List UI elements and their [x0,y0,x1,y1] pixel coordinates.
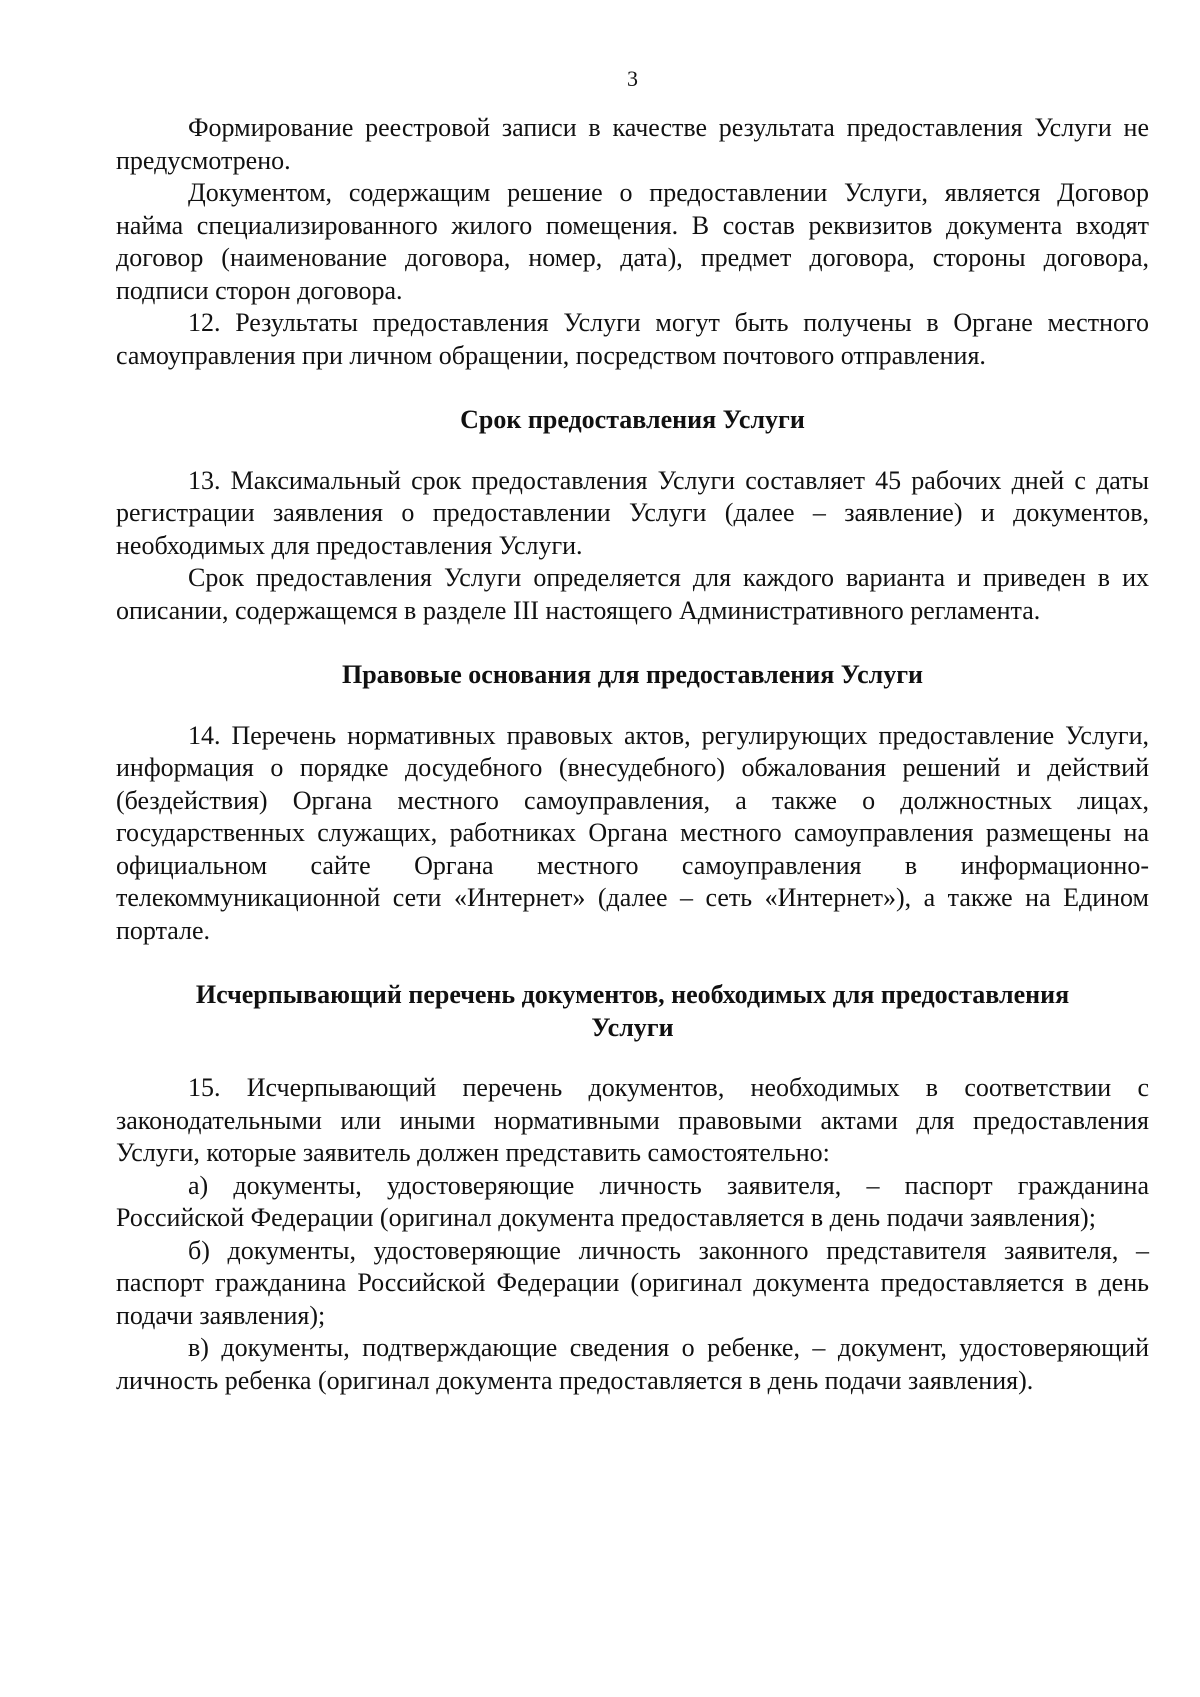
paragraph-item-13: 13. Максимальный срок предоставления Услуги составляет 45 рабочих дней с даты регистрации заявления о предоставлении Услуги (далее – заявление) и документов, необходимых для предоставления Услуги. [116,465,1149,560]
spacer [116,627,1149,659]
heading-documents-line1: Исчерпывающий перечень документов, необходимых для предоставления [195,980,1070,1009]
heading-term: Срок предоставления Услуги [460,405,805,434]
paragraph-term-variants: Срок предоставления Услуги определяется для каждого варианта и приведен в их описании, содержащемся в разделе III настоящего Административного регламента. [116,563,1149,625]
spacer [116,947,1149,979]
paragraph-subitem-a: а) документы, удостоверяющие личность заявителя, – паспорт гражданина Российской Федерации (оригинал документа предоставляется в день подачи заявления); [116,1170,1149,1232]
page-number: 3 [627,66,638,91]
heading-documents-line2: Услуги [591,1012,674,1042]
spacer [116,372,1149,404]
spacer [116,692,1149,720]
paragraph-subitem-v: в) документы, подтверждающие сведения о ребенке, – документ, удостоверяющий личность ребенка (оригинал документа предоставляется в день подачи заявления). [116,1333,1149,1395]
paragraph-subitem-b: б) документы, удостоверяющие личность законного представителя заявителя, – паспорт гражданина Российской Федерации (оригинал документа предоставляется в день подачи заявления); [116,1235,1149,1330]
paragraph-item-14: 14. Перечень нормативных правовых актов, регулирующих предоставление Услуги, информация о порядке досудебного (внесудебного) обжалования решений и действий (бездействия) Органа местного самоуправления, а также о должностных лицах, государственных служащих, работниках Органа местного самоуправления размещены на официальном сайте Органа местного самоуправления в информационно-телекоммуникационной сети «Интернет» (далее – сеть «Интернет»), а также на Едином портале. [116,720,1149,945]
spacer [116,1044,1149,1072]
heading-legal-basis: Правовые основания для предоставления Услуги [342,660,923,689]
paragraph-decision-document: Документом, содержащим решение о предоставлении Услуги, является Договор найма специализированного жилого помещения. В состав реквизитов документа входят договор (наименование договора, номер, дата), предмет договора, стороны договора, подписи сторон договора. [116,178,1149,305]
paragraph-item-15: 15. Исчерпывающий перечень документов, необходимых в соответствии с законодательными или иными нормативными правовыми актами для предоставления Услуги, которые заявитель должен представить самостоятельно: [116,1073,1149,1167]
paragraph-item-12: 12. Результаты предоставления Услуги могут быть получены в Органе местного самоуправления при личном обращении, посредством почтового отправления. [116,308,1149,370]
spacer [116,437,1149,465]
paragraph-registry-record: Формирование реестровой записи в качестве результата предоставления Услуги не предусмотрено. [116,113,1149,175]
heading-documents-list [116,979,1149,1044]
